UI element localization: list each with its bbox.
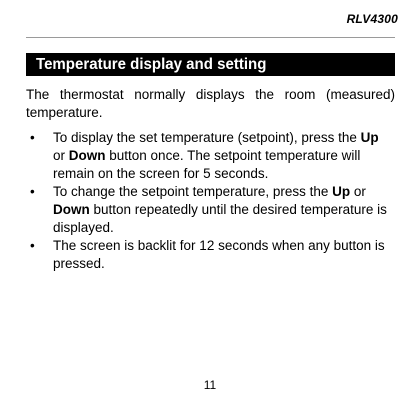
- header-divider: [26, 37, 395, 38]
- section-heading-bar: [26, 53, 395, 77]
- list-item-text: To change the setpoint temperature, press the Up or Down button repeatedly until the desired temperature is displayed.: [53, 184, 387, 235]
- bullet-marker: •: [30, 130, 35, 145]
- bullet-marker: •: [30, 238, 35, 253]
- up-button-label: Up: [360, 130, 379, 145]
- page-number: 11: [203, 378, 217, 392]
- list-item-text: The screen is backlit for 12 seconds when any button is pressed.: [53, 238, 385, 271]
- down-button-label: Down: [68, 148, 106, 163]
- down-button-label: Down: [53, 202, 90, 217]
- model-number: RLV4300: [346, 12, 398, 26]
- intro-paragraph: The thermostat normally displays the room (measured) temperature.: [26, 87, 395, 120]
- section-title: Temperature display and setting: [36, 56, 267, 73]
- list-item-text: To display the set temperature (setpoint), press the Up or Down button once. The setpoint temperature will remain on the screen for 5 seconds.: [53, 130, 379, 181]
- up-button-label: Up: [332, 184, 351, 199]
- bullet-marker: •: [30, 184, 35, 199]
